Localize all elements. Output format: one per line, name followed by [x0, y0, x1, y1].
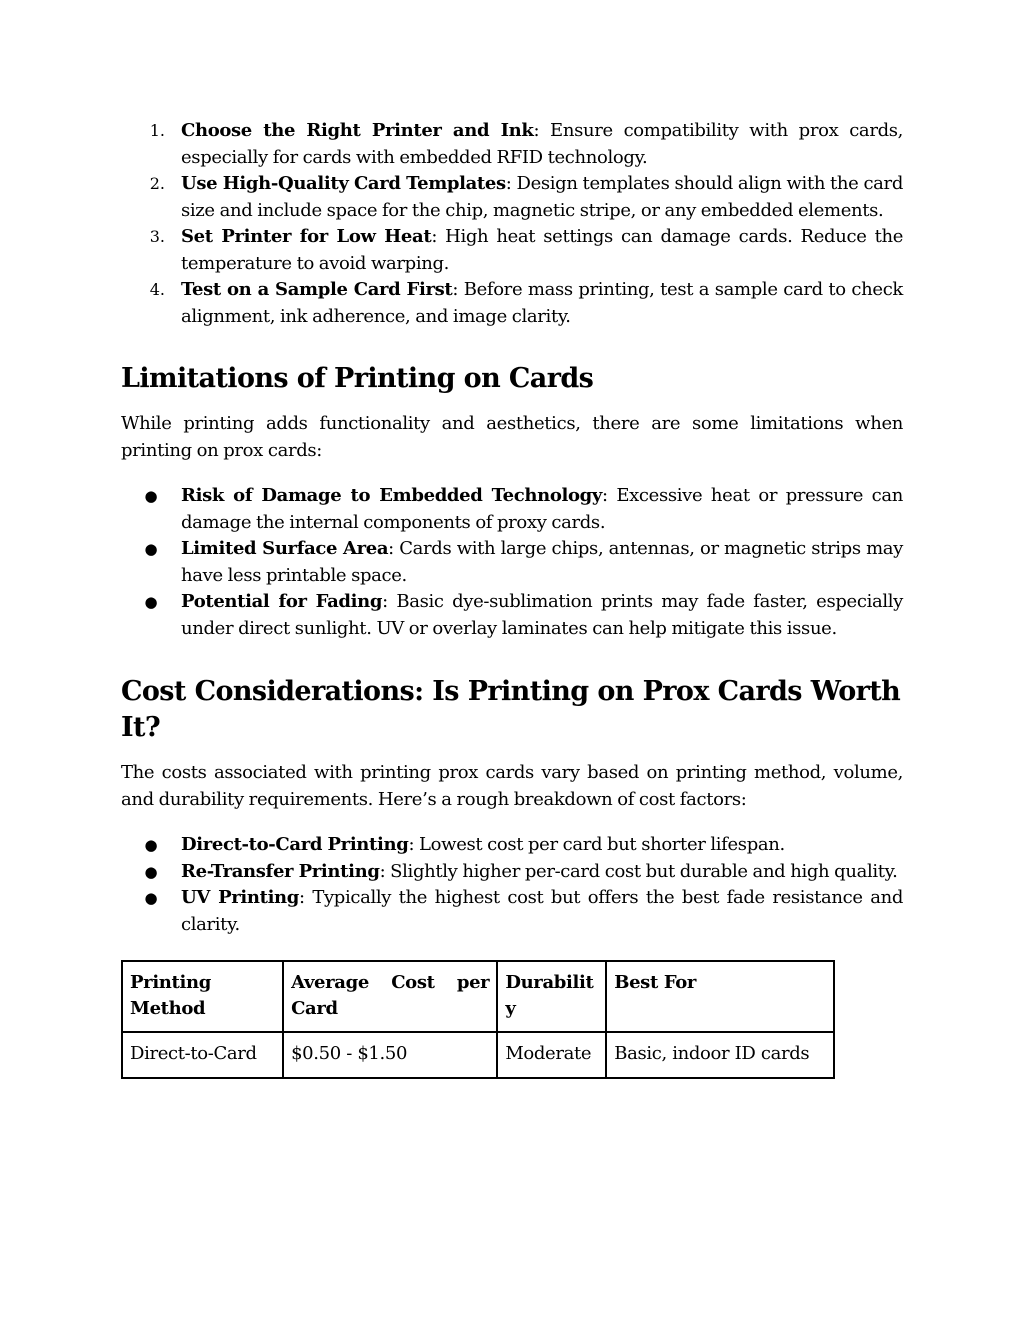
list-item — [121, 277, 903, 330]
section-heading-limitations: Limitations of Printing on Cards — [121, 363, 594, 394]
list-item — [121, 832, 903, 859]
table-row — [122, 1032, 834, 1078]
list-item-text: : Before mass printing, test a sample card to check alignment, ink adherence, and image clarity. — [181, 279, 903, 327]
table-cell: Basic, indoor ID cards — [606, 1032, 834, 1078]
list-item-text: : Typically the highest cost but offers the best fade resistance and clarity. — [181, 887, 903, 935]
list-item — [121, 224, 903, 277]
list-item — [121, 859, 903, 886]
list-item-text: : Lowest cost per card but shorter lifespan. — [408, 834, 785, 855]
list-item — [121, 885, 903, 938]
section-heading-cost: Cost Considerations: Is Printing on Prox Cards Worth It? — [121, 676, 901, 743]
table-header-cell: Best For — [606, 961, 834, 1032]
list-item — [121, 171, 903, 224]
bullet-icon: ● — [144, 593, 158, 611]
limitations-intro: While printing adds functionality and aesthetics, there are some limitations when printing on prox cards: — [121, 413, 903, 461]
list-item-text: : Design templates should align with the card size and include space for the chip, magnetic stripe, or any embedded elements. — [181, 173, 903, 221]
list-item-title: Potential for Fading — [181, 591, 383, 612]
cost-list — [121, 832, 903, 938]
bullet-icon: ● — [144, 487, 158, 505]
list-item-text: : Excessive heat or pressure can damage the internal components of proxy cards. — [181, 485, 903, 533]
table-cell: Moderate — [497, 1032, 606, 1078]
list-item — [121, 536, 903, 589]
list-item-title: Choose the Right Printer and Ink — [181, 120, 534, 141]
bullet-icon: ● — [144, 540, 158, 558]
table-header-cell: Durability — [497, 961, 606, 1032]
bullet-icon: ● — [144, 836, 158, 854]
list-item-text: : Slightly higher per-card cost but durable and high quality. — [379, 860, 898, 882]
table-header-cell: Printing Method — [122, 961, 283, 1032]
list-item-title: Direct-to-Card Printing — [181, 834, 409, 855]
list-item-text: : Cards with large chips, antennas, or magnetic strips may have less printable space. — [181, 538, 903, 586]
list-item-title: Risk of Damage to Embedded Technology — [181, 485, 602, 506]
document-page — [121, 118, 903, 1079]
bullet-icon: ● — [144, 862, 158, 881]
list-marker: 4. — [149, 280, 165, 299]
list-item-title: Test on a Sample Card First — [181, 279, 453, 300]
list-item-text: : Ensure compatibility with prox cards, especially for cards with embedded RFID technology. — [181, 120, 903, 168]
bullet-icon: ● — [144, 889, 158, 907]
list-item-title: Limited Surface Area — [181, 538, 389, 559]
list-item-title: Use High-Quality Card Templates — [181, 173, 506, 194]
list-item-title: UV Printing — [181, 887, 300, 908]
table-header-row — [122, 961, 834, 1032]
list-item — [121, 483, 903, 536]
steps-list — [121, 118, 903, 330]
table-cell: Direct-to-Card — [122, 1032, 283, 1078]
list-item-title: Re-Transfer Printing — [181, 860, 380, 882]
list-item — [121, 589, 903, 642]
table-header-cell: Average Cost per Card — [283, 961, 497, 1032]
list-item — [121, 118, 903, 171]
cost-intro: The costs associated with printing prox cards vary based on printing method, volume, and durability requirements. Here’s a rough breakdown of cost factors: — [121, 762, 903, 810]
list-item-text: : Basic dye-sublimation prints may fade faster, especially under direct sunlight. UV or overlay laminates can help mitigate this issue. — [181, 591, 903, 639]
limitations-list — [121, 483, 903, 642]
list-item-text: : High heat settings can damage cards. Reduce the temperature to avoid warping. — [181, 226, 904, 274]
list-marker: 3. — [149, 227, 165, 246]
list-marker: 2. — [149, 174, 165, 193]
list-marker: 1. — [149, 121, 165, 140]
table-cell: $0.50 - $1.50 — [283, 1032, 497, 1078]
cost-table — [121, 960, 835, 1079]
list-item-title: Set Printer for Low Heat — [181, 226, 432, 247]
